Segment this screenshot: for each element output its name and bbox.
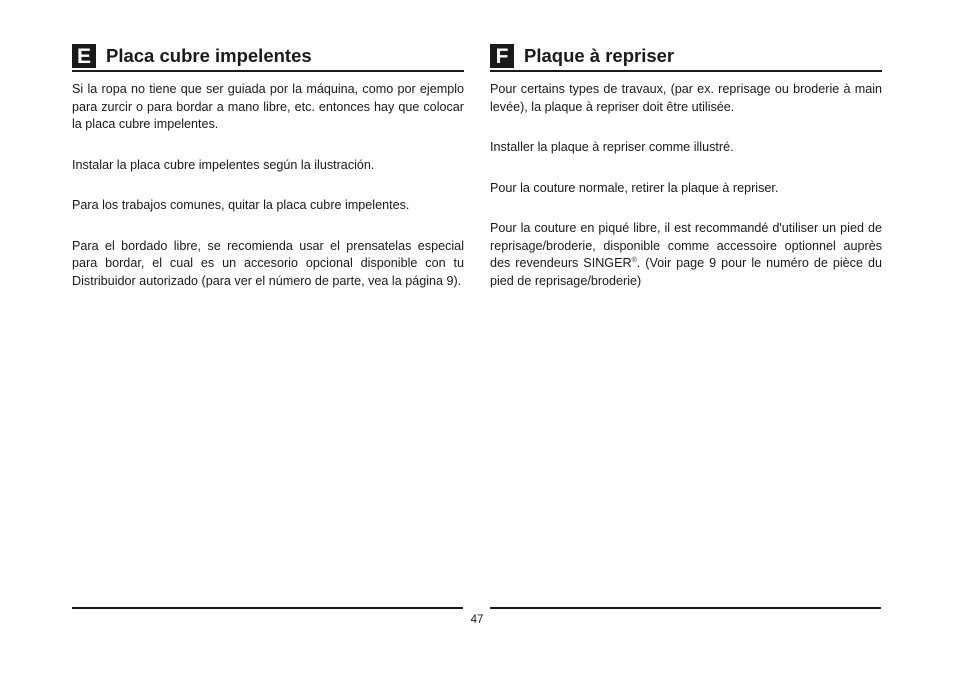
section-header-spanish: [72, 44, 464, 72]
footer-divider-left: [72, 607, 463, 609]
paragraph: [490, 220, 882, 290]
paragraphs-spanish: [72, 81, 464, 290]
footer-divider-right: [490, 607, 881, 609]
language-badge-e: E: [72, 44, 96, 68]
paragraph: Para el bordado libre, se recomienda usar el prensatelas especial para bordar, el cual es un accesorio opcional disponible con tu Distribuidor autorizado (para ver el número de parte, vea la página 9).: [72, 238, 464, 288]
french-section: [490, 44, 882, 313]
paragraph-text: Pour la couture en piqué libre, il est recommandé d'utiliser un pied de reprisage/broderie, disponible comme accessoire optionnel auprès des revendeurs SINGER: [490, 221, 882, 270]
language-badge-f: F: [490, 44, 514, 68]
paragraph-text: . (Voir page 9 pour le numéro de pièce du pied de reprisage/broderie): [490, 256, 882, 288]
paragraph: Si la ropa no tiene que ser guiada por la máquina, como por ejemplo para zurcir o para bordar a mano libre, etc. entonces hay que colocar la placa cubre impelentes.: [72, 82, 464, 131]
section-title-spanish: Placa cubre impelentes: [106, 45, 312, 66]
registered-mark: ®: [631, 256, 637, 264]
page-number: 47: [470, 614, 484, 626]
paragraph: Pour certains types de travaux, (par ex. reprisage ou broderie à main levée), la plaque à repriser doit être utilisée.: [490, 82, 882, 114]
paragraphs-french: [490, 81, 882, 290]
section-title-french: Plaque à repriser: [524, 45, 675, 66]
paragraph: Installer la plaque à repriser comme illustré.: [490, 140, 734, 154]
paragraph: Instalar la placa cubre impelentes según la ilustración.: [72, 157, 375, 172]
section-header-french: [490, 44, 882, 72]
paragraph: Pour la couture normale, retirer la plaque à repriser.: [490, 180, 779, 195]
paragraph: Para los trabajos comunes, quitar la placa cubre impelentes.: [72, 198, 410, 212]
spanish-section: [72, 44, 464, 313]
